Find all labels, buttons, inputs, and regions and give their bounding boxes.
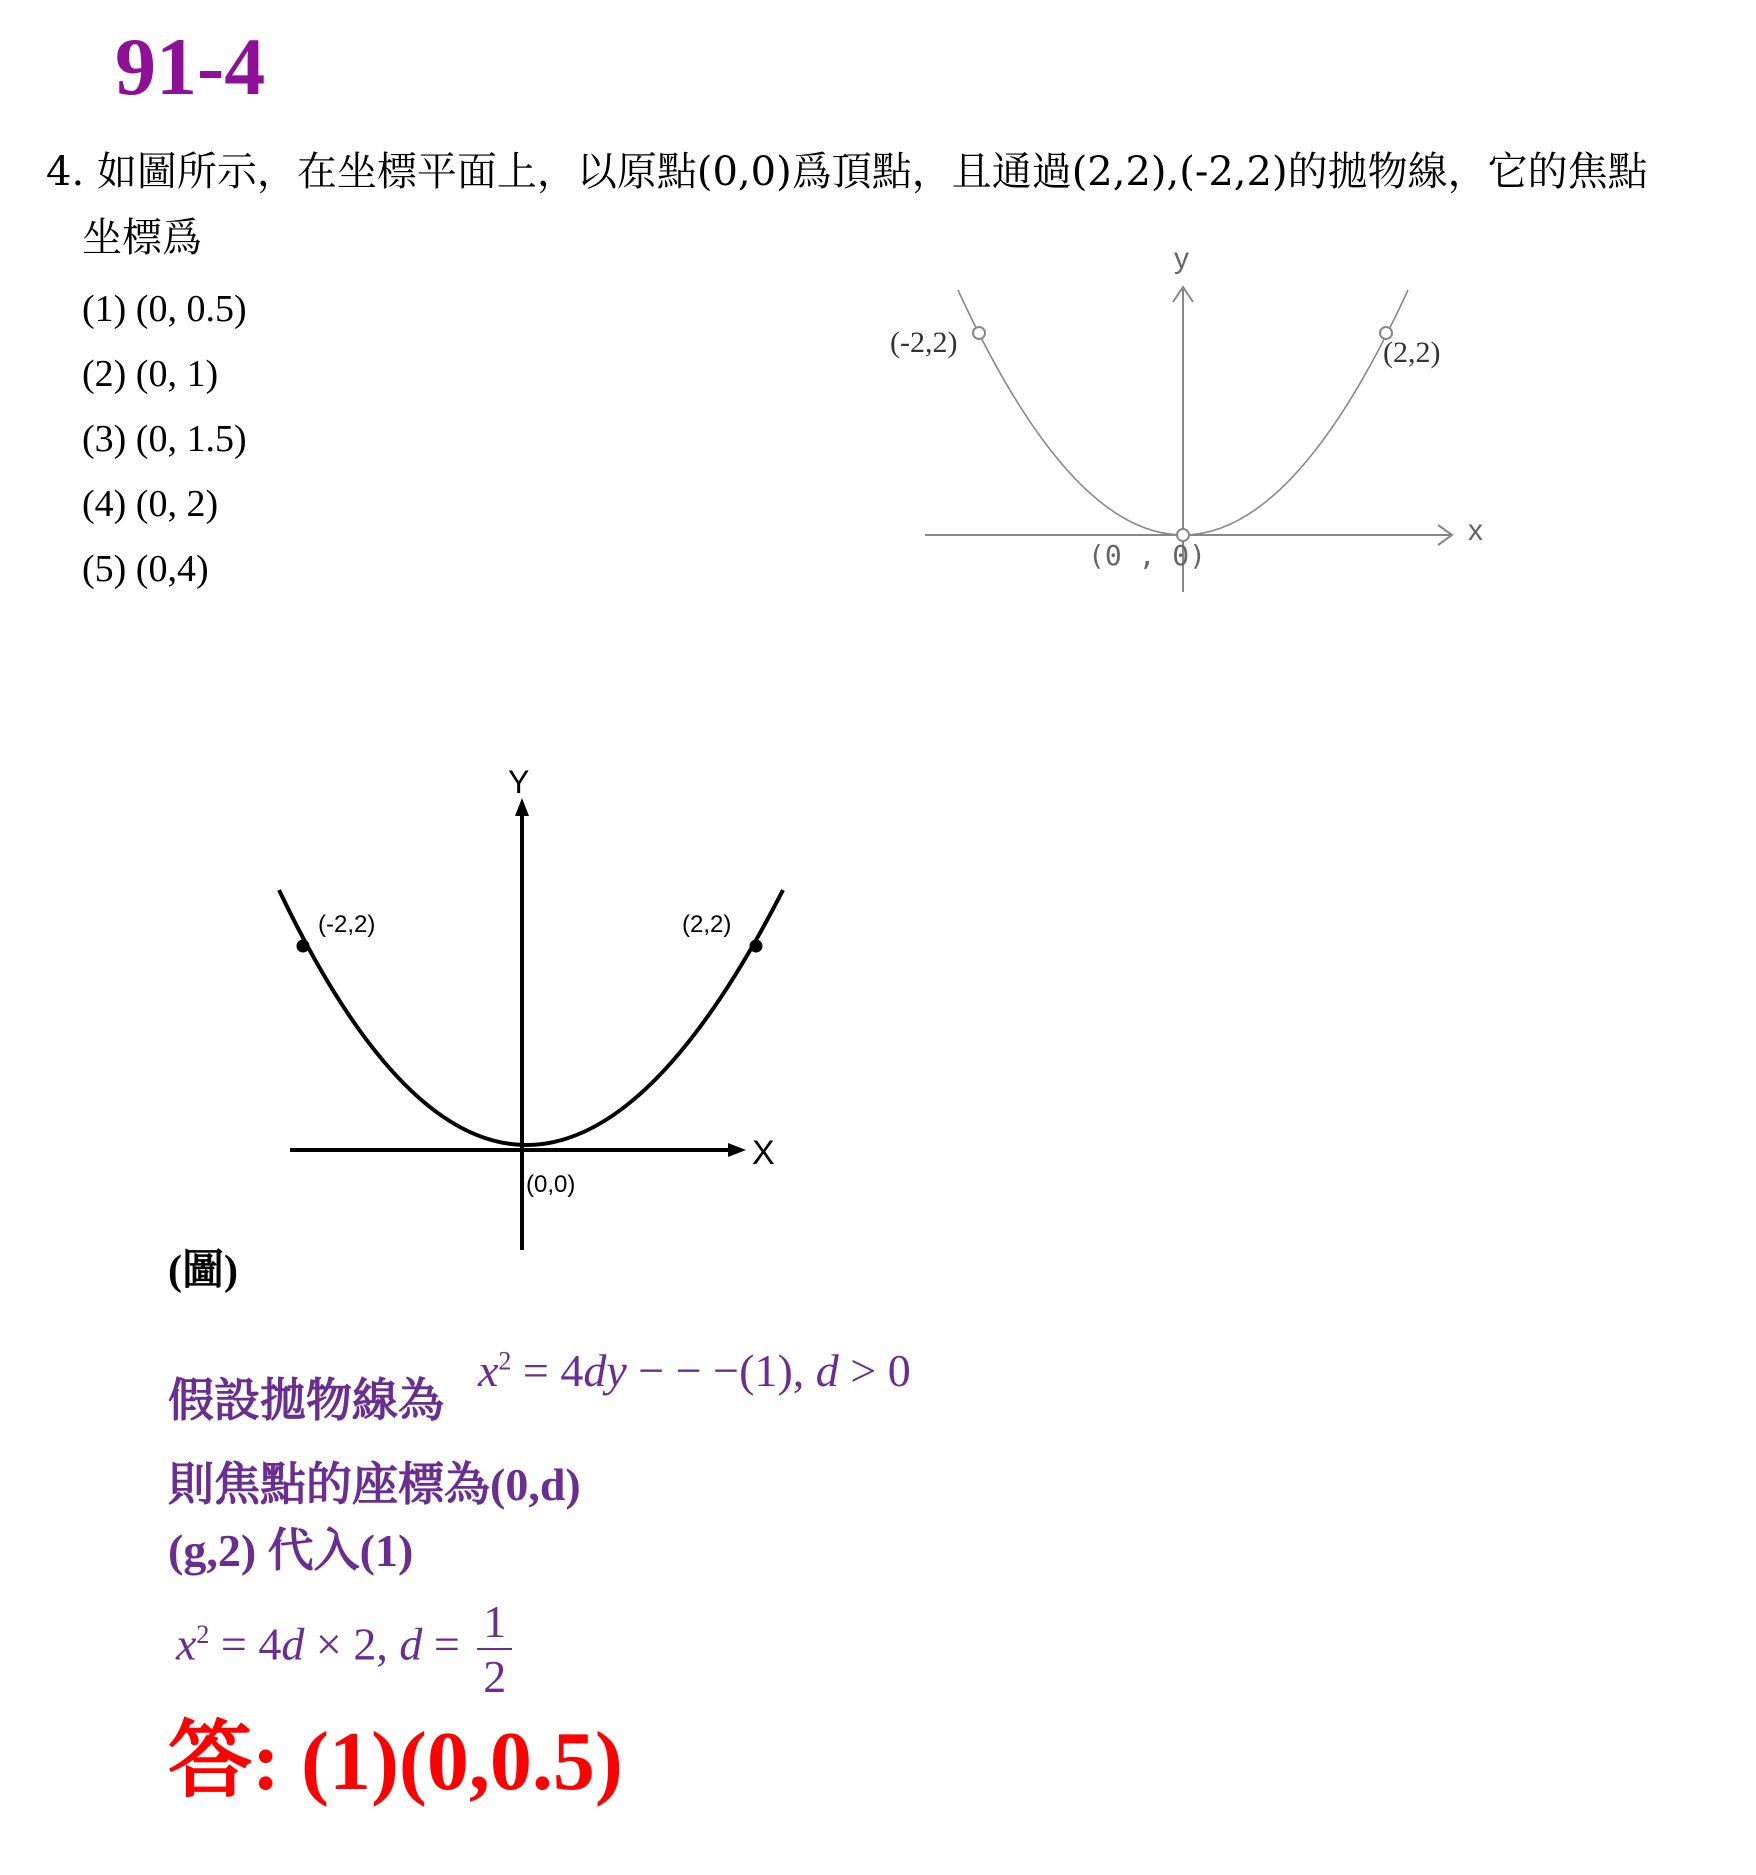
solution-equation1: $x^2 = 4dy$ − − −(1), d > 0 [478,1345,911,1396]
figure1-origin-label: (0 , 0) [1088,539,1207,572]
figure2-x-label: X [752,1134,775,1172]
option-1: (1) (0, 0.5) [82,288,247,330]
solution-line1 [168,1345,911,1426]
figure2-left-point [297,940,309,952]
question-text-line1: 4. 如圖所示，在坐標平面上，以原點(0,0)爲頂點，且通過(2,2),(-2,2)的拋物線，它的焦點 [46,149,1648,195]
figure2-right-point-label: (2,2) [682,911,732,938]
problem-number-title: 91-4 [115,21,266,112]
final-answer: 答: (1)(0,0.5) [168,1715,623,1808]
option-5: (5) (0,4) [82,548,209,590]
solution-line2: 則焦點的座標為(0,d) [168,1459,581,1510]
question-text-line2: 坐標爲 [82,215,202,261]
figure2-y-arrow [515,798,529,816]
figure2-origin-label: (0,0) [526,1171,576,1198]
fraction-one-half: $\frac{1}{2}$ [477,1595,512,1703]
solution-line3: (g,2) 代入(1) [168,1525,414,1576]
option-4: (4) (0, 2) [82,483,219,525]
figure2-right-point [750,940,762,952]
figure1-y-label: y [1174,242,1189,275]
figure1-left-point [973,327,985,339]
figure2-x-arrow [728,1143,746,1157]
solution-line1-text: 假設拋物線為 [168,1375,444,1426]
figure1-right-point-label: (2,2) [1383,336,1441,369]
figure2-y-label: Y [508,764,530,800]
option-3: (3) (0, 1.5) [82,418,247,460]
figure1-x-label: x [1468,514,1483,547]
figure1-left-point-label: (-2,2) [890,326,958,359]
figure-caption: (圖) [168,1248,238,1294]
option-2: (2) (0, 1) [82,353,219,395]
solution-equation2: $x^2 = 4d \times 2$, d = $\frac{1}{2}$ [176,1595,512,1703]
figure2-left-point-label: (-2,2) [318,911,376,938]
